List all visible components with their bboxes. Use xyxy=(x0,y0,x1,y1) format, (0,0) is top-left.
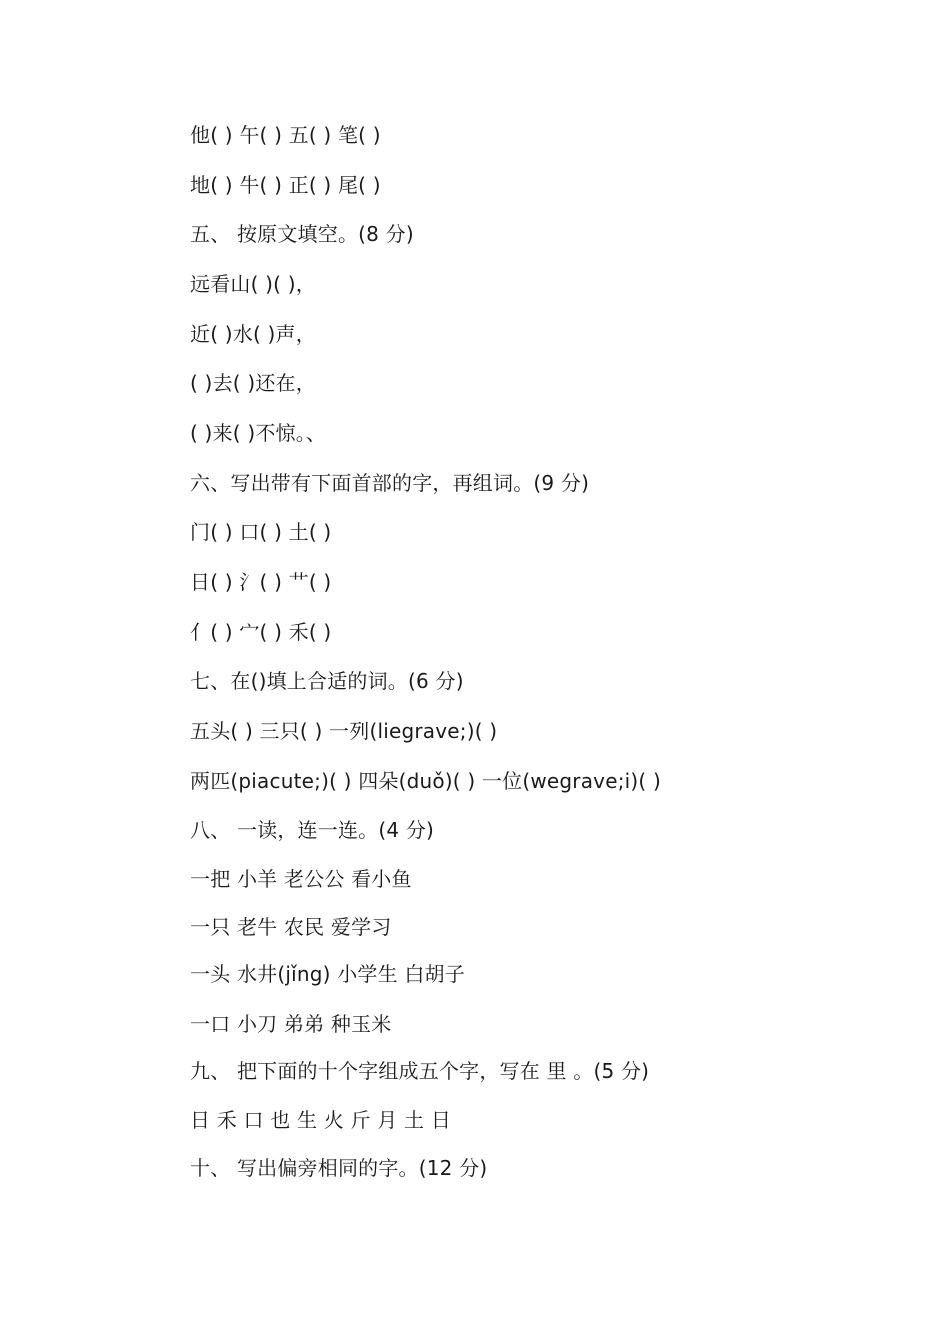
poem-line-1: 远看山( )( )， xyxy=(190,272,316,296)
matching-line-3: 一头 水井(jǐng) 小学生 白胡子 xyxy=(190,962,465,986)
section-8-heading: 八、 一读，连一连。(4 分) xyxy=(190,818,435,842)
exercise-line-2: 地( ) 牛( ) 正( ) 尾( ) xyxy=(190,173,381,197)
measure-word-line-1: 五头( ) 三只( ) 一列(liegrave;)( ) xyxy=(190,719,498,743)
radical-line-1: 门( ) 口( ) 土( ) xyxy=(190,520,332,544)
exercise-line-1: 他( ) 午( ) 五( ) 笔( ) xyxy=(190,123,381,147)
radical-line-2: 日( ) 氵( ) 艹( ) xyxy=(190,570,332,594)
matching-line-4: 一口 小刀 弟弟 种玉米 xyxy=(190,1012,392,1036)
section-9-heading: 九、 把下面的十个字组成五个字，写在 里 。(5 分) xyxy=(190,1059,650,1083)
section-10-heading: 十、 写出偏旁相同的字。(12 分) xyxy=(190,1156,488,1180)
section-7-heading: 七、在()填上合适的词。(6 分) xyxy=(190,669,464,693)
measure-word-line-2: 两匹(piacute;)( ) 四朵(duǒ)( ) 一位(wegrave;i)( ) xyxy=(190,769,661,793)
section-5-heading: 五、 按原文填空。(8 分) xyxy=(190,222,414,246)
poem-line-2: 近( )水( )声， xyxy=(190,322,316,346)
section-6-heading: 六、写出带有下面首部的字，再组词。(9 分) xyxy=(190,471,590,495)
matching-line-2: 一只 老牛 农民 爱学习 xyxy=(190,915,392,939)
poem-line-3: ( )去( )还在， xyxy=(190,371,316,395)
poem-line-4: ( )来( )不惊。、 xyxy=(190,421,327,445)
matching-line-1: 一把 小羊 老公公 看小鱼 xyxy=(190,867,412,891)
radical-line-3: 亻( ) 宀( ) 禾( ) xyxy=(190,620,332,644)
character-list: 日 禾 口 也 生 火 斤 月 土 日 xyxy=(190,1108,452,1132)
